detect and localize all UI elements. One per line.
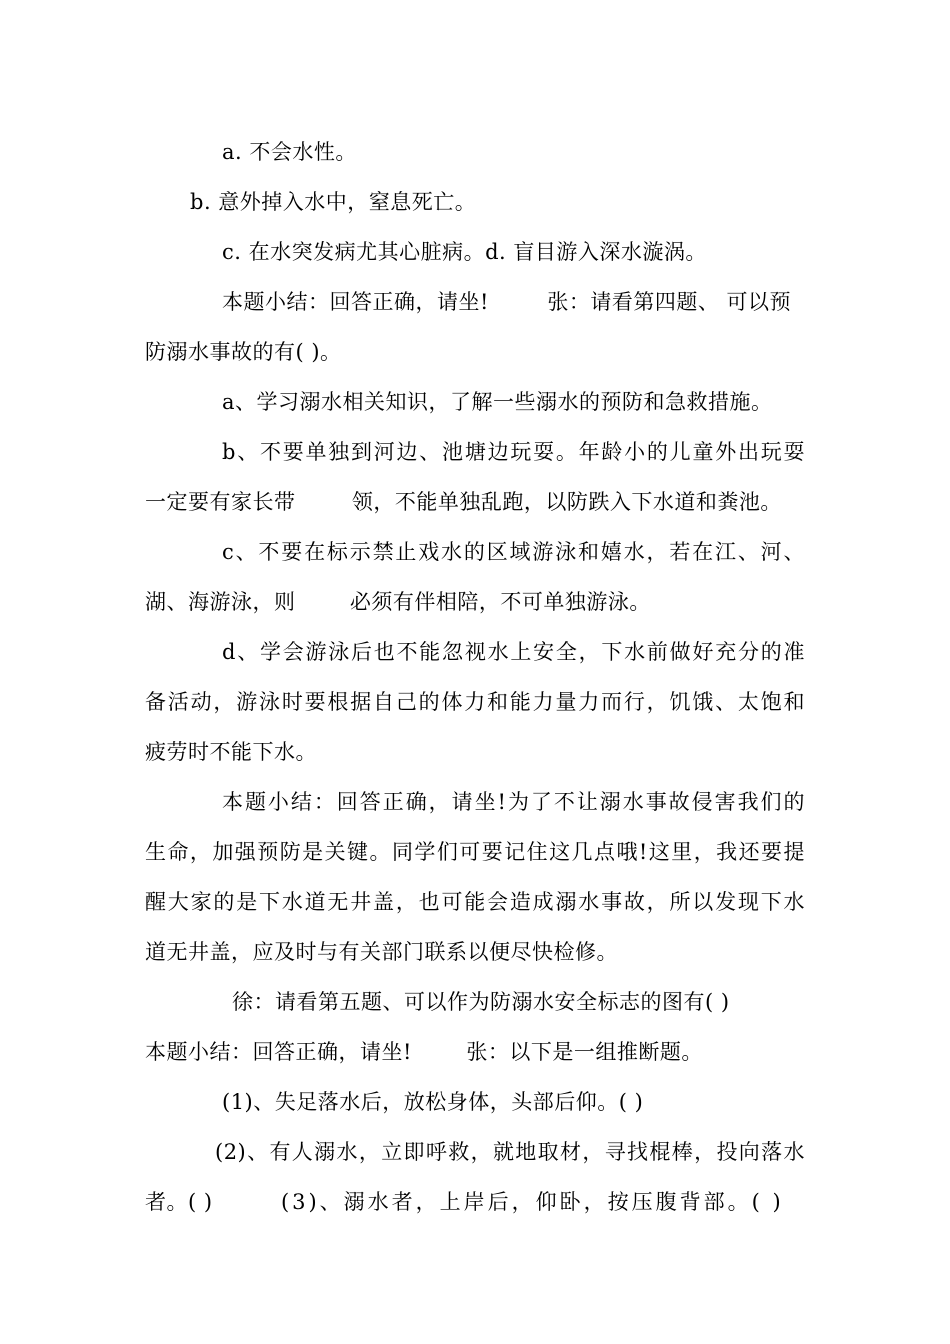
summary-text: 本题小结：回答正确，请坐! xyxy=(222,290,489,314)
summary-paragraph-text-3: 醒大家的是下水道无井盖，也可能会造成溺水事故，所以发现下水 xyxy=(145,890,805,914)
q4-option-d-text-2: 备活动，游泳时要根据自己的体力和能力量力而行，饥饿、太饱和 xyxy=(145,690,805,714)
question5-line xyxy=(232,987,805,1017)
q4-option-c-text-2b: 必须有伴相陪，不可单独游泳。 xyxy=(349,590,651,614)
judgement-intro-text: 张：以下是一组推断题。 xyxy=(466,1040,703,1064)
summary-paragraph-line-4 xyxy=(145,937,805,967)
summary-paragraph-line-2 xyxy=(145,837,805,867)
judgement-2-text-2: 者。( ) xyxy=(145,1190,213,1214)
judgement-3-text: (3)、溺水者，上岸后，仰卧，按压腹背部。( ) xyxy=(280,1190,784,1214)
judgement-2-3-line xyxy=(145,1187,805,1217)
q4-option-d-text-3: 疲劳时不能下水。 xyxy=(145,740,317,764)
q4-option-d-line-1 xyxy=(222,637,805,667)
judgement-2-text-1: (2)、有人溺水，立即呼救，就地取材，寻找棍棒，投向落水 xyxy=(215,1140,805,1164)
q4-option-b-line-1 xyxy=(222,437,805,467)
q4-option-b-line-2 xyxy=(145,487,805,517)
q4-option-d-line-2 xyxy=(145,687,805,717)
summary-paragraph-text-4: 道无井盖，应及时与有关部门联系以便尽快检修。 xyxy=(145,940,618,964)
judgement-2-line-1 xyxy=(215,1137,805,1167)
q4-option-a-line xyxy=(222,387,805,417)
q4-option-b-text-2b: 领，不能单独乱跑，以防跌入下水道和粪池。 xyxy=(351,490,782,514)
option-b-text: b. 意外掉入水中，窒息死亡。 xyxy=(190,190,477,214)
q4-option-c-line-2 xyxy=(145,587,805,617)
judgement-1-line xyxy=(222,1087,805,1117)
summary-text-2: 本题小结：回答正确，请坐! xyxy=(145,1040,412,1064)
q4-option-c-text-2a: 湖、海游泳，则 xyxy=(145,590,296,614)
q4-option-b-text-2a: 一定要有家长带 xyxy=(145,490,296,514)
question4-text-2: 防溺水事故的有( )。 xyxy=(145,340,342,364)
option-a-line xyxy=(222,137,805,167)
q4-option-c-line-1 xyxy=(222,537,805,567)
summary-paragraph-line-3 xyxy=(145,887,805,917)
q4-option-c-text-1: c、不要在标示禁止戏水的区域游泳和嬉水，若在江、河、 xyxy=(222,540,805,564)
summary-paragraph-line-1 xyxy=(222,787,805,817)
judgement-1-text: (1)、失足落水后，放松身体，头部后仰。( ) xyxy=(222,1090,644,1114)
option-a-text: a. 不会水性。 xyxy=(222,140,357,164)
summary-paragraph-text-1: 本题小结：回答正确，请坐!为了不让溺水事故侵害我们的 xyxy=(222,790,805,814)
option-cd-text: c. 在水突发病尤其心脏病。d. 盲目游入深水漩涡。 xyxy=(222,240,707,264)
q4-option-a-text: a、学习溺水相关知识，了解一些溺水的预防和急救措施。 xyxy=(222,390,773,414)
summary-judgement-line xyxy=(145,1037,805,1067)
option-cd-line xyxy=(222,237,805,267)
summary-paragraph-text-2: 生命，加强预防是关键。同学们可要记住这几点哦!这里，我还要提 xyxy=(145,840,805,864)
question4-line-2 xyxy=(145,337,805,367)
option-b-line xyxy=(190,187,805,217)
summary-question4-line xyxy=(222,287,805,317)
question4-intro-text: 张：请看第四题、 可以预 xyxy=(547,290,792,314)
q4-option-b-text-1: b、不要单独到河边、池塘边玩耍。年龄小的儿童外出玩耍 xyxy=(222,440,805,464)
q4-option-d-line-3 xyxy=(145,737,805,767)
question5-text: 徐：请看第五题、可以作为防溺水安全标志的图有( ) xyxy=(232,990,730,1014)
q4-option-d-text-1: d、学会游泳后也不能忽视水上安全，下水前做好充分的准 xyxy=(222,640,805,664)
